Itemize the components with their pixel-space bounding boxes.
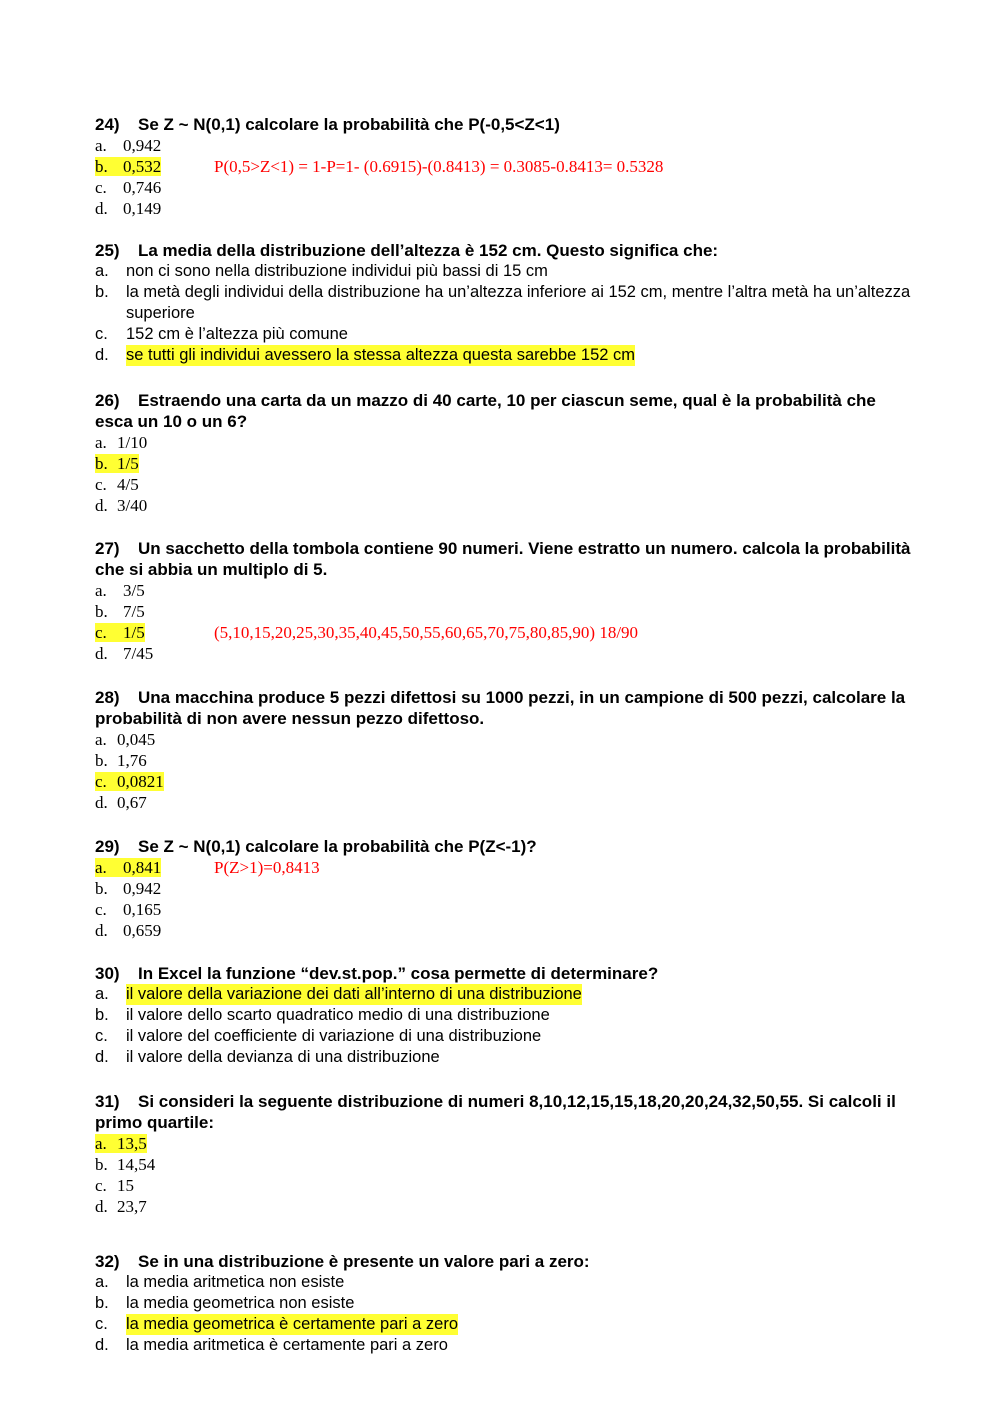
question-number: 31) [95,1092,120,1111]
option-letter: c. [95,623,107,642]
question-title [95,836,915,857]
option-text: 23,7 [117,1197,147,1216]
option-text: 13,5 [117,1134,147,1153]
option-c-correct [95,771,915,792]
question-number: 25) [95,241,120,260]
option-letter: b. [95,751,108,770]
question-26 [95,390,915,516]
option-text: 0,0821 [117,772,164,791]
option-letter: d. [95,793,108,812]
option-letter: b. [95,283,109,301]
option-d [95,1047,915,1068]
question-title [95,1251,915,1272]
option-letter: a. [95,581,107,600]
question-text: Estraendo una carta da un mazzo di 40 carte, 10 per ciascun seme, qual è la probabilità che esca un 10 o un 6? [95,391,876,431]
option-letter: c. [95,1027,108,1045]
option-text: 0,165 [123,900,162,919]
option-c [95,1175,915,1196]
question-text: Un sacchetto della tombola contiene 90 numeri. Viene estratto un numero. calcola la probabilità che si abbia un multiplo di 5. [95,539,911,579]
question-24 [95,114,915,219]
option-d [95,920,915,941]
question-title [95,1091,915,1133]
option-c [95,324,915,345]
option-letter: c. [95,475,107,494]
option-text: 1/10 [117,433,148,452]
option-text: il valore dello scarto quadratico medio di una distribuzione [126,1006,550,1024]
option-text: il valore della devianza di una distribuzione [126,1048,440,1066]
option-letter: b. [95,602,108,621]
option-c-correct [95,622,915,643]
question-title [95,240,915,261]
option-letter: c. [95,900,107,919]
option-text: 1/5 [123,623,145,642]
answer-highlight [95,623,145,642]
question-28 [95,687,915,813]
option-text: la media aritmetica è certamente pari a zero [126,1336,448,1354]
option-a [95,580,915,601]
option-letter: d. [95,1336,109,1354]
option-a [95,135,915,156]
option-text: 1/5 [117,454,139,473]
option-text: 3/5 [123,581,145,600]
option-a-correct [95,1133,915,1154]
option-c [95,177,915,198]
option-letter: b. [95,1006,109,1024]
option-d [95,198,915,219]
option-c [95,1026,915,1047]
option-a [95,261,915,282]
question-text: Se Z ~ N(0,1) calcolare la probabilità che P(-0,5<Z<1) [138,115,560,134]
option-d [95,495,915,516]
question-number: 26) [95,391,120,410]
option-text: 0,67 [117,793,147,812]
option-b-correct [95,453,915,474]
option-c [95,899,915,920]
option-a [95,432,915,453]
option-letter: d. [95,199,108,218]
option-letter: b. [95,879,108,898]
solution-note: P(0,5>Z<1) = 1-P=1- (0.6915)-(0.8413) = 0.3085-0.8413= 0.5328 [214,157,664,176]
option-text: se tutti gli individui avessero la stessa altezza questa sarebbe 152 cm [126,346,636,364]
question-number: 32) [95,1252,120,1271]
option-b [95,601,915,622]
question-number: 29) [95,837,120,856]
option-letter: b. [95,454,108,473]
option-text: la media aritmetica non esiste [126,1273,345,1291]
option-text: la metà degli individui della distribuzione ha un’altezza inferiore ai 152 cm, mentre l’altra metà ha un’altezza superiore [126,283,911,322]
option-text: 152 cm è l’altezza più comune [126,325,348,343]
option-d [95,792,915,813]
option-letter: a. [95,433,107,452]
answer-highlight [95,772,164,791]
option-letter: c. [95,1176,107,1195]
answer-highlight [95,454,139,473]
option-letter: d. [95,644,108,663]
question-25 [95,240,915,366]
question-title [95,538,915,580]
option-b [95,750,915,771]
option-letter: a. [95,1134,107,1153]
option-text: 0,149 [123,199,162,218]
option-text: 0,659 [123,921,162,940]
question-30 [95,963,915,1068]
option-letter: c. [95,178,107,197]
option-a [95,1272,915,1293]
option-letter: a. [95,858,107,877]
answer-highlight [95,157,161,176]
answer-highlight [95,1134,147,1153]
question-number: 24) [95,115,120,134]
option-text: la media geometrica non esiste [126,1294,355,1312]
option-letter: d. [95,921,108,940]
option-text: 0,942 [123,879,162,898]
option-letter: a. [95,136,107,155]
option-b [95,1005,915,1026]
option-text: 7/5 [123,602,145,621]
option-d [95,1335,915,1356]
option-d [95,643,915,664]
option-text: 7/45 [123,644,154,663]
question-text: In Excel la funzione “dev.st.pop.” cosa permette di determinare? [138,964,659,983]
option-a-correct [95,857,915,878]
option-b [95,1154,915,1175]
question-31 [95,1091,915,1217]
option-text: 0,045 [117,730,156,749]
option-c [95,474,915,495]
option-a [95,729,915,750]
option-text: 3/40 [117,496,148,515]
question-32 [95,1251,915,1356]
option-a-correct [95,984,915,1005]
option-b [95,1293,915,1314]
option-letter: b. [95,1155,108,1174]
option-text: 1,76 [117,751,147,770]
option-letter: a. [95,262,109,280]
option-text: non ci sono nella distribuzione individui più bassi di 15 cm [126,262,548,280]
option-c-correct [95,1314,915,1335]
solution-note: P(Z>1)=0,8413 [214,858,320,877]
option-text: la media geometrica è certamente pari a zero [126,1315,458,1333]
option-text: 0,841 [123,858,162,877]
question-title [95,687,915,729]
option-letter: d. [95,1197,108,1216]
option-text: 14,54 [117,1155,156,1174]
solution-note: (5,10,15,20,25,30,35,40,45,50,55,60,65,70,75,80,85,90) 18/90 [214,623,639,642]
option-text: 15 [117,1176,134,1195]
option-letter: c. [95,772,107,791]
option-b [95,282,915,324]
question-27 [95,538,915,664]
option-letter: d. [95,496,108,515]
option-text: 0,746 [123,178,162,197]
question-text: La media della distribuzione dell’altezza è 152 cm. Questo significa che: [138,241,719,260]
answer-highlight [95,858,161,877]
option-text: il valore della variazione dei dati all’interno di una distribuzione [126,985,582,1003]
option-b [95,878,915,899]
option-letter: c. [95,1315,108,1333]
option-letter: d. [95,1048,109,1066]
option-text: il valore del coefficiente di variazione di una distribuzione [126,1027,542,1045]
option-letter: b. [95,1294,109,1312]
question-text: Se in una distribuzione è presente un valore pari a zero: [138,1252,590,1271]
option-letter: a. [95,730,107,749]
option-d-correct [95,345,915,366]
question-number: 30) [95,964,120,983]
option-b-correct [95,156,915,177]
option-letter: d. [95,346,109,364]
option-letter: b. [95,157,108,176]
question-title [95,390,915,432]
option-text: 0,532 [123,157,162,176]
question-text: Se Z ~ N(0,1) calcolare la probabilità che P(Z<-1)? [138,837,537,856]
question-title [95,963,915,984]
question-number: 28) [95,688,120,707]
option-letter: a. [95,1273,109,1291]
option-d [95,1196,915,1217]
option-letter: a. [95,985,109,1003]
question-number: 27) [95,539,120,558]
option-text: 4/5 [117,475,139,494]
option-letter: c. [95,325,108,343]
question-title [95,114,915,135]
option-text: 0,942 [123,136,162,155]
question-text: Una macchina produce 5 pezzi difettosi su 1000 pezzi, in un campione di 500 pezzi, calcolare la probabilità di non avere nessun pezzo difettoso. [95,688,906,728]
question-text: Si consideri la seguente distribuzione di numeri 8,10,12,15,15,18,20,20,24,32,50,55. Si calcoli il primo quartile: [95,1092,896,1132]
question-29 [95,836,915,941]
